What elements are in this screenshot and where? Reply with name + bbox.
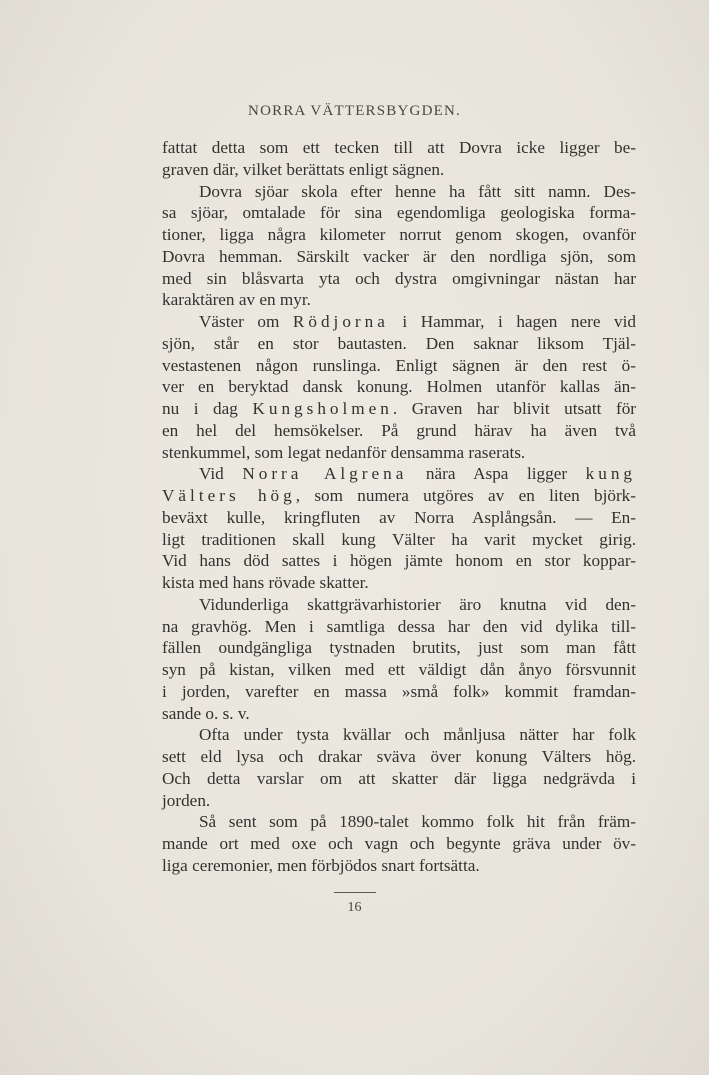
running-title: NORRA VÄTTERSBYGDEN. — [248, 103, 461, 119]
page-number: 16 — [347, 900, 362, 915]
text-line: en hel del hemsökelser. På grund härav ha även två — [162, 420, 636, 440]
text-fragment: nu i dag — [162, 399, 253, 418]
spaced-place-name: Kungsholmen — [252, 399, 393, 418]
text-fragment: Väster om — [199, 312, 293, 331]
text-line: na gravhög. Men i samtliga dessa har den vid dylika till- — [162, 616, 636, 636]
text-line: Vidunderliga skattgrävarhistorier äro knutna vid den- — [199, 594, 636, 614]
text-line: Dovra sjöar skola efter henne ha fått sitt namn. Des- — [199, 181, 636, 201]
text-line: sande o. s. v. — [162, 703, 250, 723]
text-line: mande ort med oxe och vagn och begynte gräva under öv- — [162, 834, 636, 853]
spaced-place-name: Norra Algrena — [242, 464, 408, 484]
text-line: i jorden, varefter en massa »små folk» kommit framdan- — [162, 681, 636, 701]
text-line: ver en beryktad dansk konung. Holmen utanför kallas än- — [162, 377, 636, 397]
text-fragment: i Hammar, i hagen nere vid — [388, 312, 636, 331]
text-line: ligt traditionen skall kung Välter ha varit mycket girig. — [162, 529, 636, 549]
text-line: sjön, står en stor bautasten. Den saknar liksom Tjäl- — [162, 333, 636, 353]
text-line: jorden. — [162, 790, 211, 810]
text-fragment: . Graven har blivit utsatt för — [392, 399, 637, 418]
text-line — [162, 311, 636, 333]
text-fragment: , som numera utgöres av en liten björk- — [295, 486, 636, 505]
text-line: med sin blåsvarta yta och dystra omgivningar nästan har — [162, 268, 636, 288]
text-line: Och detta varslar om att skatter där ligga nedgrävda i — [162, 768, 636, 788]
spaced-place-name: Välters hög — [162, 486, 296, 505]
text-line: tioner, ligga några kilometer norrut genom skogen, ovanför — [162, 225, 636, 244]
page-folio — [0, 880, 709, 916]
text-line: karaktären av en myr. — [162, 290, 311, 310]
text-line: Dovra hemman. Särskilt vacker är den nordliga sjön, som — [162, 246, 636, 266]
text-line: kista med hans rövade skatter. — [162, 573, 369, 592]
body-text — [162, 137, 636, 877]
text-line: sett eld lysa och drakar sväva över konung Välters hög. — [162, 747, 636, 766]
text-line — [162, 485, 636, 507]
folio-rule — [334, 892, 376, 893]
text-line: beväxt kulle, kringfluten av Norra Asplångsån. — En- — [162, 507, 636, 527]
text-line: Vid hans död sattes i högen jämte honom en stor koppar- — [162, 551, 636, 571]
text-line: graven där, vilket berättats enligt sägnen. — [162, 159, 445, 179]
text-fragment: nära Aspa ligger — [407, 464, 586, 484]
text-line — [162, 463, 636, 485]
text-line — [162, 398, 636, 420]
text-line: syn på kistan, vilken med ett väldigt dån ånyo försvunnit — [162, 660, 636, 679]
text-fragment: Vid — [199, 464, 243, 484]
text-line: stenkummel, som legat nedanför densamma raserats. — [162, 442, 526, 462]
text-line: fattat detta som ett tecken till att Dovra icke ligger be- — [162, 138, 636, 157]
text-line: fällen oundgängliga tystnaden brutits, just som man fått — [162, 638, 636, 658]
text-line: liga ceremonier, men förbjödos snart fortsätta. — [162, 855, 480, 875]
text-line: Så sent som på 1890-talet kommo folk hit från främ- — [199, 812, 636, 832]
spaced-place-name: kung — [585, 464, 636, 484]
text-line: Ofta under tysta kvällar och månljusa nätter har folk — [199, 725, 636, 745]
text-line: sa sjöar, omtalade för sina egendomliga geologiska forma- — [162, 203, 636, 223]
spaced-place-name: Rödjorna — [292, 312, 389, 331]
text-line: vestastenen någon runslinga. Enligt sägnen är den rest ö- — [162, 355, 636, 375]
